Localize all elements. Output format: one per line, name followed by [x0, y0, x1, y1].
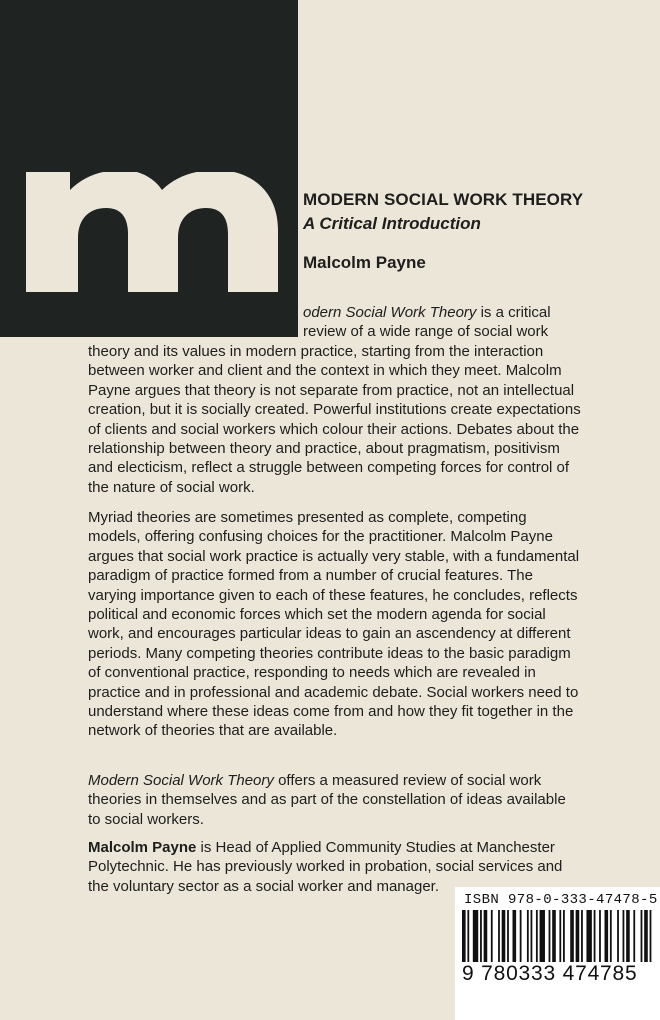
book-subtitle: A Critical Introduction [303, 214, 481, 233]
paragraph-1-rest: theory and its values in modern practice, starting from the interaction between worker and client and the context in which they meet. Malcolm Payne argues that theory is not separate from practice, not an intellectual creation, but it is socially created. Powerful institutions create expectations of clients and social workers which colour their actions. Debates about the relationship between theory and practice, about pragmatism, positivism and electicism, reflect a struggle between competing forces for control of the nature of social work. [88, 343, 581, 496]
paragraph-3-italic: Modern Social Work Theory [88, 772, 274, 789]
isbn-label: ISBN 978-0-333-47478-5 [464, 892, 658, 908]
paragraph-1-italic: odern Social Work Theory [303, 304, 477, 321]
book-title: MODERN SOCIAL WORK THEORY [303, 190, 584, 209]
logo-m-icon [26, 172, 278, 292]
isbn-digits: 9 780333 474785 [462, 962, 638, 985]
book-author: Malcolm Payne [303, 253, 426, 272]
paragraph-1-first-rest: is a critical review of a wide range of social work [303, 304, 551, 341]
paragraph-2: Myriad theories are sometimes presented as complete, competing models, offering confusing choices for the practitioner. Malcolm Payne argues that social work practice is actually very stable, with a fundamental paradigm of practice formed from a number of crucial features. The varying importance given to each of these features, he concludes, reflects political and economic forces which set the modern agenda for social work, and encourages particular ideas to gain an ascendency at different periods. Many competing theories contribute ideas to the basic paradigm of conventional practice, responding to needs which are revealed in practice and in professional and academic debate. Social workers need to understand where these ideas come from and how they fit together in the network of theories that are available. [88, 509, 580, 740]
paragraph-3-rest: offers a measured review of social work theories in themselves and as part of the constellation of ideas available to social workers. [88, 772, 566, 828]
barcode-icon [462, 910, 655, 962]
paragraph-4-bold: Malcolm Payne [88, 839, 197, 856]
paragraph-4-rest: is Head of Applied Community Studies at Manchester Polytechnic. He has previously worked in probation, social services and the voluntary sector as a social worker and manager. [88, 839, 563, 895]
paragraph-3 [88, 771, 582, 829]
paragraph-1-start [303, 303, 583, 342]
